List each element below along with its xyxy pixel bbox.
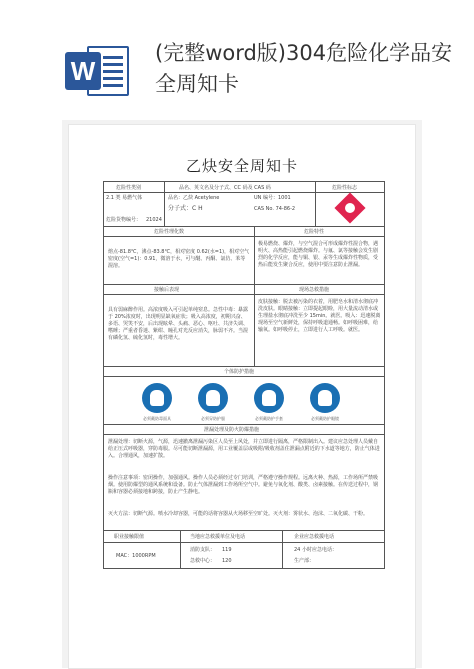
hazard-characteristics-title: 危险特性 [304, 229, 325, 235]
page-header [0, 0, 474, 118]
flammable-gas-sign-icon [334, 192, 365, 223]
first-aid-title: 现场急救措施 [299, 287, 330, 293]
header-row [103, 181, 385, 193]
contact-symptoms-title: 接触后表现 [154, 287, 180, 293]
ppe-title-row [103, 367, 385, 377]
hotline-label: 24 小时应急电话： [294, 547, 337, 553]
handling-precautions-text: 操作注意事项：密闭操作，加强通风。操作人员必须经过专门培训，严格遵守操作规程。远离火种、热源，工作场所严禁吸烟。使用防爆型的通风系统和设备。防止气体泄漏到工作场所空气中。避免与氧化剂、酸类、卤素接触。在传送过程中，钢瓶和容器必须接地和跨接，防止产生静电。 [108, 475, 379, 495]
safety-goggles-item [308, 383, 342, 422]
phys-chem-text: 熔点-81.8℃，沸点-83.8℃，相对密度 0.62(水=1)，相对空气密度(空气=1)：0.91，微溶于水，可与醚、丙酮、氯仿、苯等混溶。 [108, 249, 250, 269]
protective-gloves-icon [254, 383, 284, 413]
word-logo-letter: W [65, 52, 101, 90]
fire-brigade-label: 消防支队： [190, 547, 216, 553]
spill-title-row [103, 425, 385, 435]
protective-suit-label: 必须穿防护服 [201, 416, 225, 421]
protective-gloves-label: 必须戴防护手套 [255, 416, 283, 421]
safety-goggles-icon [310, 383, 340, 413]
product-name: 品名：乙炔 Acetylene [168, 195, 220, 201]
header-hazard-class: 危险性类别 [116, 185, 142, 191]
exposure-limit-header: 职业接触限值 [114, 534, 145, 540]
spill-handling-text: 泄漏处理：切断火源，气源，迅速撤离泄漏污染区人员至上风处，并立即进行隔离，严格限制出入。建议应急处理人员戴自给正压式呼吸器，穿防毒服。尽可能切断泄漏源，用工业覆盖层或吸附/吸收剂盖住泄漏点附近的下水道等地方，防止气体进入。合理通风，加速扩散。 [108, 439, 380, 459]
cargo-number-label: 危险货物编号： [106, 217, 142, 223]
ppe-icons-row [103, 377, 385, 425]
mac-value: MAC：1000RPM [116, 553, 156, 559]
spill-row [103, 435, 385, 531]
header-hazard-sign: 危险性标志 [332, 185, 358, 191]
fire-brigade-number: 119 [222, 547, 232, 553]
hazard-class-value: 2.1 类 易燃气体 [106, 195, 143, 201]
gas-mask-label: 必须戴防毒面具 [143, 416, 171, 421]
card-title: 乙炔安全周知卡 [185, 157, 298, 175]
safety-card-sheet [68, 124, 416, 669]
company-emergency-header: 企业应急救援电话 [294, 534, 335, 540]
header-name-formula: 品名、英文名及分子式、CC 码及 CAS 码 [179, 185, 271, 191]
safety-table [103, 181, 385, 569]
first-aid-text: 皮肤接触：脱去被污染的衣着，用肥皂水和清水彻底冲洗皮肤。眼睛接触：立即提起眼睑，用大量流动清水或生理盐水彻底冲洗至少 15min。就医。吸入：迅速脱离现场至空气新鲜处，保持呼吸道通畅。如呼吸困难，给输氧。如呼吸停止，立即进行人工呼吸。就医。 [258, 299, 381, 333]
contact-aid-title-row [103, 285, 385, 295]
gas-mask-item [140, 383, 174, 422]
medical-center-label: 急救中心： [190, 558, 216, 564]
identification-row [103, 193, 385, 227]
extinguishing-text: 灭火方法：切断气源。喷水冷却容器，可能的话将容器从火场移至空旷处。灭火剂：雾状水、泡沫、二氧化碳、干粉。 [108, 511, 369, 517]
production-dept-label: 生产部： [294, 558, 315, 564]
protective-suit-icon [198, 383, 228, 413]
footer-header-row [103, 531, 385, 543]
phys-hazard-title-row [103, 227, 385, 237]
ppe-title: 个体防护措施 [224, 369, 255, 375]
gas-mask-icon [142, 383, 172, 413]
phys-chem-title: 危险性理化数 [154, 229, 185, 235]
safety-goggles-label: 必须戴防护眼镜 [311, 416, 339, 421]
molecular-formula: 分子式：C H [168, 205, 203, 212]
page-title: (完整word版)304危险化学品安全周知卡 [155, 41, 453, 96]
local-emergency-header: 当地应急救援单位及电话 [190, 534, 246, 540]
protective-gloves-item [252, 383, 286, 422]
spill-title: 泄漏处理及防火防爆措施 [204, 427, 260, 433]
word-icon [65, 40, 131, 102]
footer-values-row [103, 543, 385, 569]
cas-number: CAS No. 74-86-2 [254, 206, 296, 212]
un-number: UN 编号：1001 [254, 195, 291, 201]
hazard-characteristics-text: 极易燃烧、爆炸，与空气混合可形成爆炸性混合物，遇明火、高热能引起燃烧爆炸。与氟、氯等接触会发生剧烈的化学反应，能与铜、银、汞等生成爆炸性物质，受热后能发生聚合反应，使用中要注意防止泄漏。 [258, 241, 379, 268]
protective-suit-item [196, 383, 230, 422]
contact-symptoms-text: 具有弱麻醉作用。高浓度吸入可引起单纯窒息。急性中毒：暴露于 20%浓度时，出现明显缺氧症状；吸入高浓度，初期兴奋、多语、哭笑不安，后出现眩晕、头痛、恶心、呕吐、共济失调、嗜睡；严重者昏迷、紫绀、瞳孔对光反应消失，脉弱不齐。当混有磷化氢、硫化氢时，毒性增大。 [108, 307, 249, 341]
medical-center-number: 120 [222, 558, 232, 564]
contact-aid-row [103, 295, 385, 367]
cargo-number: 21024 [146, 217, 162, 223]
phys-hazard-row [103, 237, 385, 285]
